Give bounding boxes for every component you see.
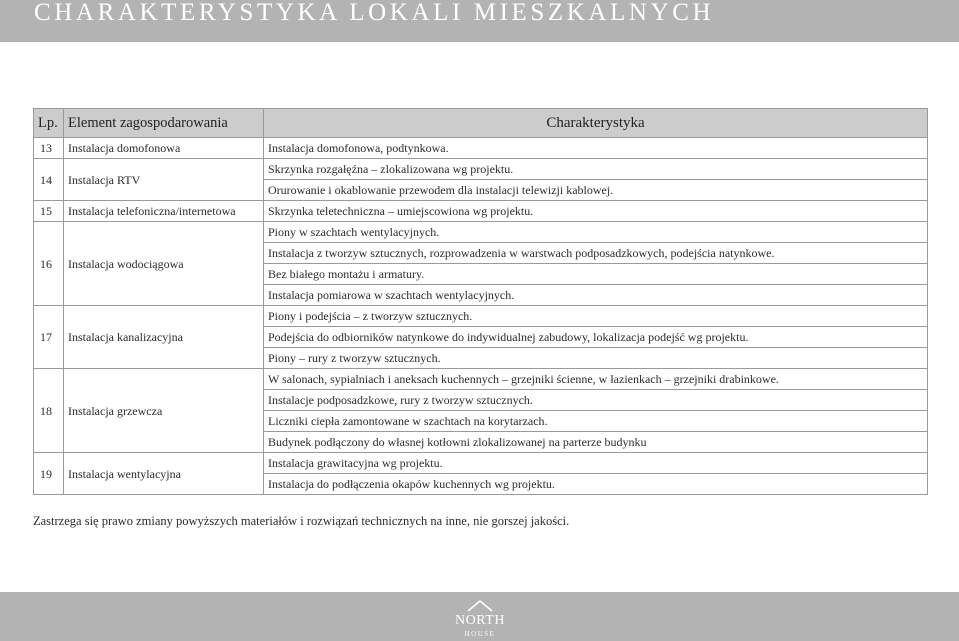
row-characteristic-line: Instalacje podposadzkowe, rury z tworzyw sztucznych. (264, 390, 928, 411)
row-number: 16 (34, 222, 64, 306)
row-element: Instalacja wentylacyjna (64, 453, 264, 495)
table-row (34, 201, 928, 222)
row-number: 17 (34, 306, 64, 369)
row-number: 13 (34, 138, 64, 159)
row-characteristic-line: Liczniki ciepła zamontowane w szachtach na korytarzach. (264, 411, 928, 432)
row-characteristic-line: Skrzynka teletechniczna – umiejscowiona wg projektu. (264, 201, 928, 222)
row-characteristic-line: Orurowanie i okablowanie przewodem dla instalacji telewizji kablowej. (264, 180, 928, 201)
north-house-logo (446, 600, 514, 640)
row-characteristic-line: Piony – rury z tworzyw sztucznych. (264, 348, 928, 369)
page-title: CHARAKTERYSTYKA LOKALI MIESZKALNYCH (34, 0, 715, 26)
table-row (34, 369, 928, 390)
row-characteristic-line: W salonach, sypialniach i aneksach kuchennych – grzejniki ścienne, w łazienkach – grzejniki drabinkowe. (264, 369, 928, 390)
logo-subtitle: HOUSE (464, 630, 496, 638)
column-header-characteristics: Charakterystyka (264, 109, 928, 138)
table-row (34, 222, 928, 243)
house-roof-icon (467, 600, 493, 612)
row-element: Instalacja telefoniczna/internetowa (64, 201, 264, 222)
row-number: 15 (34, 201, 64, 222)
column-header-element: Element zagospodarowania (64, 109, 264, 138)
row-characteristic-line: Instalacja pomiarowa w szachtach wentylacyjnych. (264, 285, 928, 306)
row-number: 14 (34, 159, 64, 201)
title-band (0, 0, 959, 42)
row-characteristic-line: Instalacja domofonowa, podtynkowa. (264, 138, 928, 159)
row-number: 18 (34, 369, 64, 453)
characteristics-table (33, 108, 928, 495)
footer-band (0, 592, 959, 641)
row-element: Instalacja RTV (64, 159, 264, 201)
row-element: Instalacja grzewcza (64, 369, 264, 453)
row-characteristic-line: Budynek podłączony do własnej kotłowni zlokalizowanej na parterze budynku (264, 432, 928, 453)
row-element: Instalacja domofonowa (64, 138, 264, 159)
logo-wordmark: NORTH (455, 613, 505, 628)
row-characteristic-line: Piony w szachtach wentylacyjnych. (264, 222, 928, 243)
row-characteristic-line: Skrzynka rozgałęźna – zlokalizowana wg projektu. (264, 159, 928, 180)
table-row (34, 453, 928, 474)
row-element: Instalacja kanalizacyjna (64, 306, 264, 369)
disclaimer-note: Zastrzega się prawo zmiany powyższych materiałów i rozwiązań technicznych na inne, nie gorszej jakości. (33, 514, 570, 528)
table-row (34, 138, 928, 159)
table-row (34, 306, 928, 327)
row-characteristic-line: Instalacja z tworzyw sztucznych, rozprowadzenia w warstwach podposadzkowych, podejścia natynkowe. (264, 243, 928, 264)
row-characteristic-line: Instalacja grawitacyjna wg projektu. (264, 453, 928, 474)
row-characteristic-line: Bez białego montażu i armatury. (264, 264, 928, 285)
row-number: 19 (34, 453, 64, 495)
row-characteristic-line: Instalacja do podłączenia okapów kuchennych wg projektu. (264, 474, 928, 495)
table-header-row (34, 109, 928, 138)
column-header-lp: Lp. (34, 109, 64, 138)
table-row (34, 159, 928, 180)
row-characteristic-line: Podejścia do odbiorników natynkowe do indywidualnej zabudowy, lokalizacja podejść wg projektu. (264, 327, 928, 348)
row-element: Instalacja wodociągowa (64, 222, 264, 306)
row-characteristic-line: Piony i podejścia – z tworzyw sztucznych. (264, 306, 928, 327)
